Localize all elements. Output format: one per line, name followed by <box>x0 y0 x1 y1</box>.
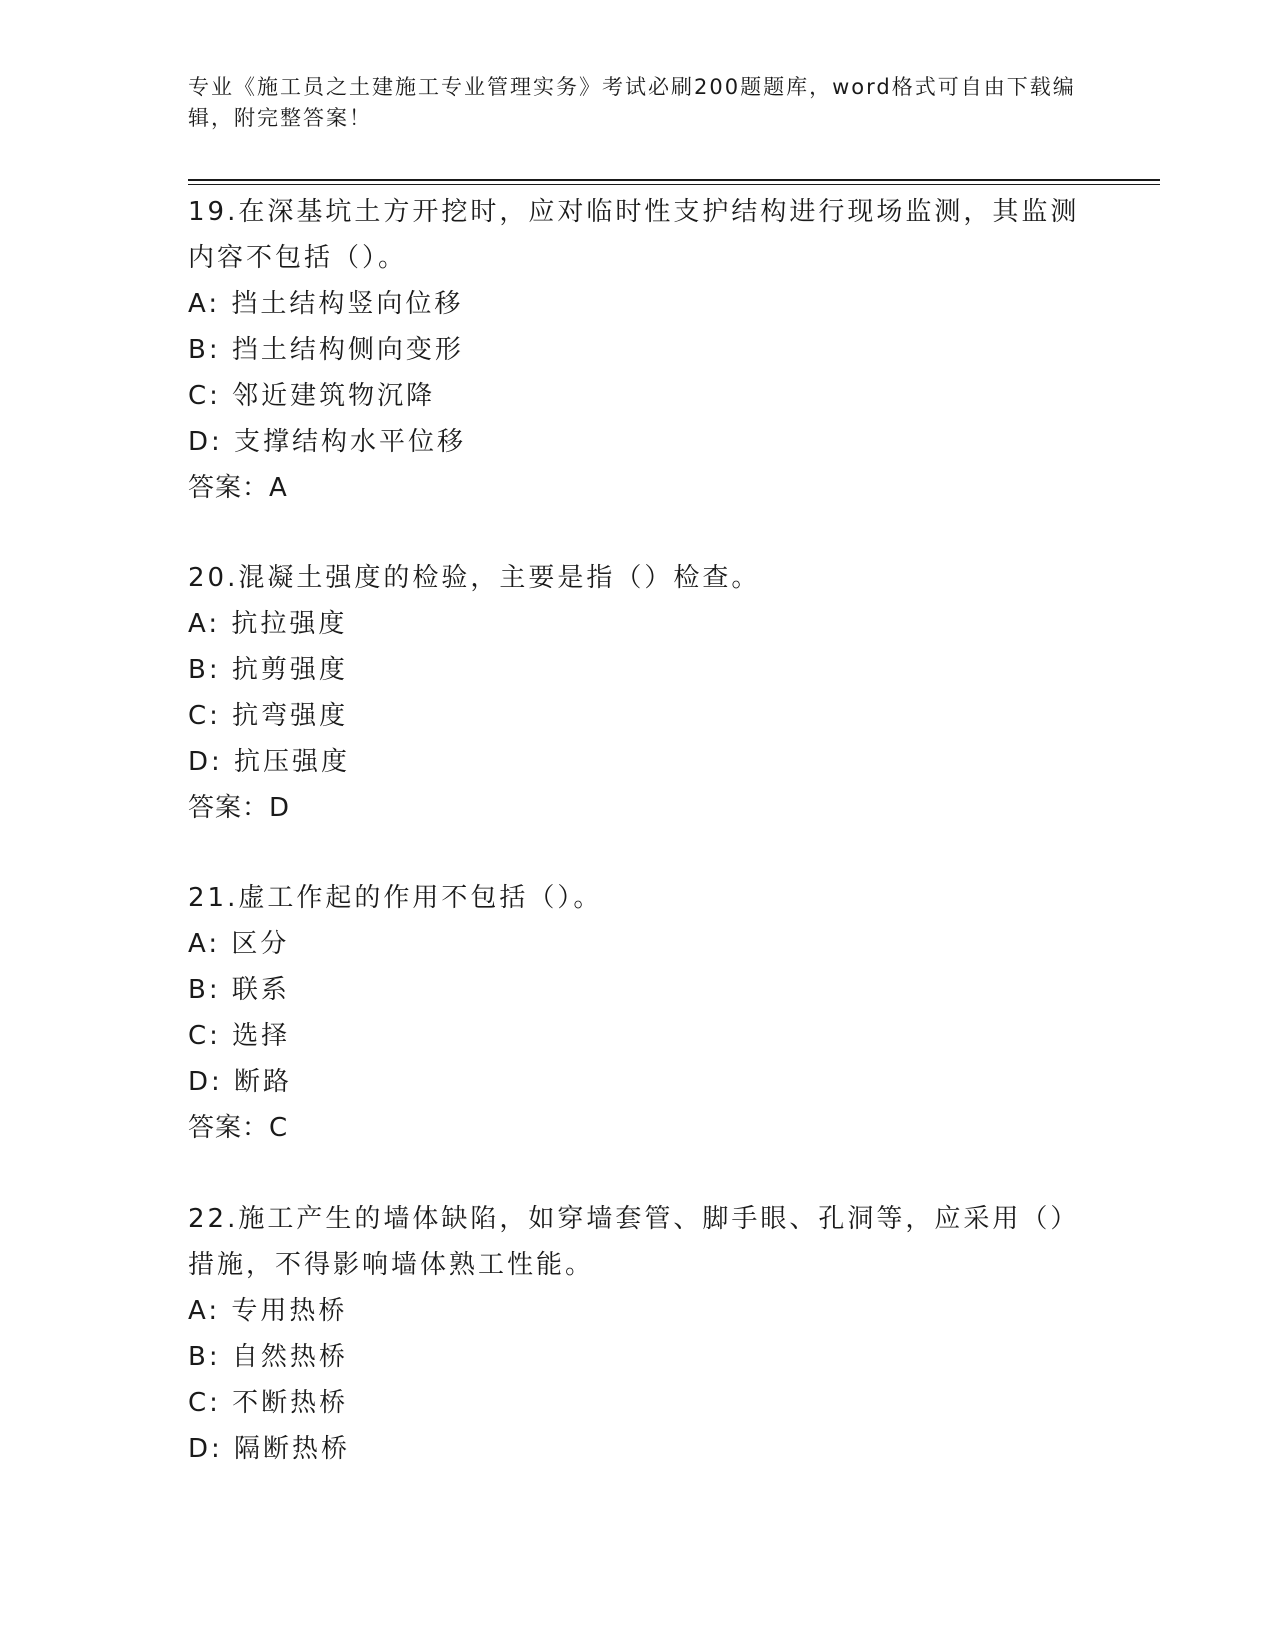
option-a: A: 区分 <box>188 929 290 959</box>
option-d: D: 隔断热桥 <box>188 1434 351 1464</box>
option-a: A: 专用热桥 <box>188 1296 348 1326</box>
option-b: B: 抗剪强度 <box>188 655 348 685</box>
option-b: B: 自然热桥 <box>188 1342 348 1372</box>
question-stem: 20.混凝土强度的检验，主要是指（）检查。 <box>188 563 761 593</box>
option-c: C: 抗弯强度 <box>188 701 349 731</box>
question-stem: 19.在深基坑土方开挖时，应对临时性支护结构进行现场监测，其监测内容不包括（）。 <box>188 197 1080 273</box>
option-a: A: 挡土结构竖向位移 <box>188 289 464 319</box>
option-c: C: 选择 <box>188 1021 291 1051</box>
option-d: D: 支撑结构水平位移 <box>188 427 467 457</box>
question-19 <box>188 189 1088 511</box>
header-divider-thick <box>188 179 1160 181</box>
option-b: B: 挡土结构侧向变形 <box>188 335 464 365</box>
answer-line: 答案：D <box>188 793 291 823</box>
option-c: C: 不断热桥 <box>188 1388 349 1418</box>
option-b: B: 联系 <box>188 975 290 1005</box>
question-21 <box>188 875 1088 1151</box>
option-d: D: 断路 <box>188 1067 293 1097</box>
answer-line: 答案：A <box>188 473 288 503</box>
question-22 <box>188 1196 1088 1472</box>
option-d: D: 抗压强度 <box>188 747 351 777</box>
header-divider-thin <box>188 184 1160 185</box>
option-c: C: 邻近建筑物沉降 <box>188 381 436 411</box>
question-stem: 21.虚工作起的作用不包括（）。 <box>188 883 603 913</box>
question-20 <box>188 555 1088 831</box>
question-stem: 22.施工产生的墙体缺陷，如穿墙套管、脚手眼、孔洞等，应采用（）措施，不得影响墙体熟工性能。 <box>188 1204 1080 1280</box>
document-header: 专业《施工员之土建施工专业管理实务》考试必刷200题题库，word格式可自由下载编辑，附完整答案！ <box>188 75 1076 130</box>
option-a: A: 抗拉强度 <box>188 609 348 639</box>
answer-line: 答案：C <box>188 1113 289 1143</box>
